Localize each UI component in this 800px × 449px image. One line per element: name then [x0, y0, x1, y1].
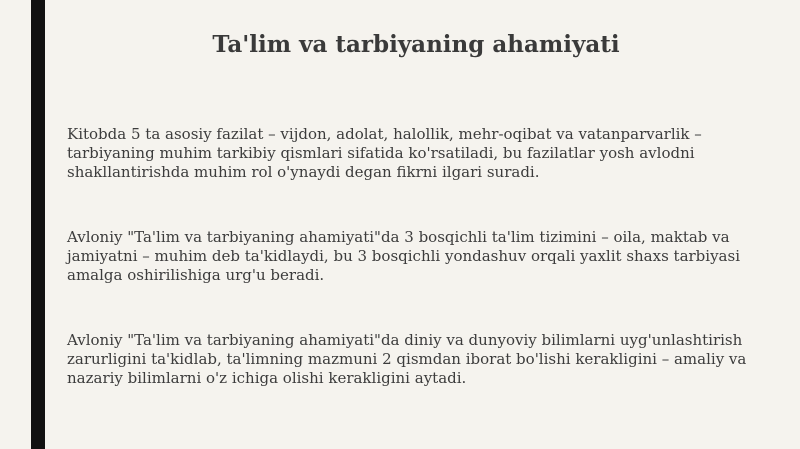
- paragraph-virtues: Kitobda 5 ta asosiy fazilat – vijdon, adolat, halollik, mehr-oqibat va vatanparvarlik – tarbiyaning muhim tarkibiy qismlari sifatida ko'rsatiladi, bu fazilatlar yosh avlodni shakllantirishda muhim rol o'ynaydi degan fikrni ilgari suradi.: [67, 125, 702, 181]
- left-accent-bar: [31, 0, 45, 449]
- slide-title: Ta'lim va tarbiyaning ahamiyati: [212, 31, 620, 58]
- paragraph-education-system: Avloniy "Ta'lim va tarbiyaning ahamiyati"da 3 bosqichli ta'lim tizimini – oila, maktab va jamiyatni – muhim deb ta'kidlaydi, bu 3 bosqichli yondashuv orqali yaxlit shaxs tarbiyasi amalga oshirilishiga urg'u beradi.: [67, 228, 740, 284]
- paragraph-knowledge-integration: Avloniy "Ta'lim va tarbiyaning ahamiyati"da diniy va dunyoviy bilimlarni uyg'unlashtirish zarurligini ta'kidlab, ta'limning mazmuni 2 qismdan iborat bo'lishi kerakligini – amaliy va nazariy bilimlarni o'z ichiga olishi kerakligini aytadi.: [67, 331, 747, 387]
